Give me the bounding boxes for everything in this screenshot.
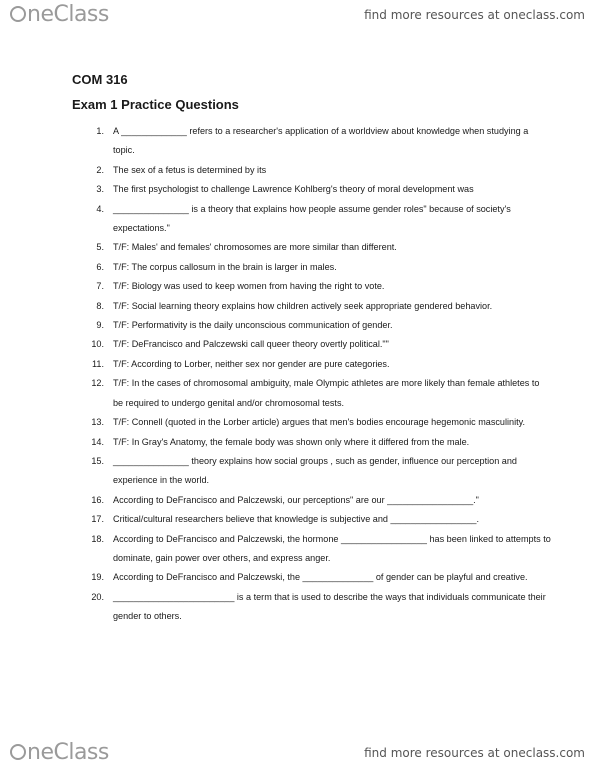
question-number: 16. bbox=[91, 494, 104, 505]
question-number: 15. bbox=[91, 455, 104, 466]
question-number: 1. bbox=[96, 126, 104, 136]
question-number: 7. bbox=[96, 281, 104, 292]
question-number: 2. bbox=[96, 164, 104, 175]
question-item bbox=[72, 297, 552, 316]
question-item bbox=[72, 530, 552, 569]
question-text: T/F: Biology was used to keep women from having the right to vote. bbox=[113, 281, 385, 292]
oneclass-logo[interactable] bbox=[10, 2, 109, 27]
course-title: COM 316 bbox=[72, 72, 128, 87]
question-text: _______________ is a theory that explains how people assume gender roles" because of society's expectations." bbox=[113, 203, 511, 234]
question-text: T/F: The corpus callosum in the brain is larger in males. bbox=[113, 261, 337, 272]
question-item bbox=[72, 180, 552, 199]
question-number: 13. bbox=[91, 417, 104, 428]
question-text: T/F: Males' and females' chromosomes are more similar than different. bbox=[113, 242, 397, 253]
document-subtitle: Exam 1 Practice Questions bbox=[72, 97, 239, 112]
question-number: 17. bbox=[91, 514, 104, 525]
question-text: ________________________ is a term that is used to describe the ways that individuals communicate their gender to others. bbox=[113, 591, 546, 622]
question-list bbox=[72, 122, 552, 627]
question-number: 11. bbox=[92, 358, 104, 369]
question-item bbox=[72, 374, 552, 413]
question-text: T/F: Performativity is the daily unconscious communication of gender. bbox=[113, 320, 393, 331]
question-text: _______________ theory explains how social groups , such as gender, influence our perception and experience in the world. bbox=[113, 455, 517, 486]
question-item bbox=[72, 277, 552, 296]
question-item bbox=[72, 200, 552, 239]
question-text: T/F: Social learning theory explains how children actively seek appropriate gendered behavior. bbox=[113, 300, 493, 311]
question-item bbox=[72, 588, 552, 627]
question-text: T/F: DeFrancisco and Palczewski call queer theory overtly political."" bbox=[113, 339, 389, 350]
question-item bbox=[72, 452, 552, 491]
question-text: The sex of a fetus is determined by its bbox=[113, 164, 267, 175]
logo-o-icon bbox=[10, 6, 26, 22]
header-tagline[interactable]: find more resources at oneclass.com bbox=[364, 8, 585, 22]
question-item bbox=[72, 413, 552, 432]
question-text: According to DeFrancisco and Palczewski, the ______________ of gender can be playful and creative. bbox=[113, 572, 528, 583]
question-text: T/F: Connell (quoted in the Lorber article) argues that men's bodies encourage hegemonic masculinity. bbox=[113, 417, 526, 428]
question-text: A _____________ refers to a researcher's application of a worldview about knowledge when studying a topic. bbox=[113, 126, 529, 156]
question-text: T/F: In Gray's Anatomy, the female body was shown only where it differed from the male. bbox=[113, 436, 470, 447]
question-text: According to DeFrancisco and Palczewski, the hormone _________________ has been linked to attempts to dominate, gain power over others, and express anger. bbox=[113, 533, 551, 563]
question-number: 18. bbox=[91, 533, 104, 544]
page-header bbox=[0, 0, 595, 40]
oneclass-logo-footer[interactable] bbox=[10, 740, 109, 765]
question-text: T/F: In the cases of chromosomal ambiguity, male Olympic athletes are more likely than female athletes to be required to undergo genital and/or chromosomal tests. bbox=[113, 378, 540, 408]
question-number: 10. bbox=[91, 339, 104, 350]
question-number: 3. bbox=[96, 184, 104, 195]
question-number: 4. bbox=[96, 203, 104, 214]
question-number: 5. bbox=[96, 242, 104, 253]
question-item bbox=[72, 122, 552, 161]
logo-o-icon bbox=[10, 744, 26, 760]
question-number: 6. bbox=[96, 261, 104, 272]
question-text: The first psychologist to challenge Lawrence Kohlberg's theory of moral development was bbox=[113, 184, 474, 195]
question-item bbox=[72, 238, 552, 257]
logo-text: neClass bbox=[27, 2, 109, 27]
question-item bbox=[72, 355, 552, 374]
logo-text: neClass bbox=[27, 740, 109, 765]
question-text: T/F: According to Lorber, neither sex nor gender are pure categories. bbox=[113, 358, 390, 369]
question-item bbox=[72, 433, 552, 452]
question-number: 8. bbox=[96, 300, 104, 311]
question-number: 19. bbox=[91, 572, 104, 583]
question-item bbox=[72, 335, 552, 354]
question-item bbox=[72, 568, 552, 587]
footer-tagline[interactable]: find more resources at oneclass.com bbox=[364, 746, 585, 760]
question-number: 20. bbox=[91, 591, 104, 602]
question-item bbox=[72, 510, 552, 529]
question-text: Critical/cultural researchers believe that knowledge is subjective and _________________. bbox=[113, 514, 480, 525]
question-text: According to DeFrancisco and Palczewski, our perceptions" are our _________________." bbox=[113, 494, 479, 505]
question-item bbox=[72, 161, 552, 180]
page-footer bbox=[0, 730, 595, 770]
question-number: 9. bbox=[96, 320, 104, 331]
question-number: 12. bbox=[91, 378, 104, 389]
question-item bbox=[72, 491, 552, 510]
question-number: 14. bbox=[91, 436, 104, 447]
question-item bbox=[72, 316, 552, 335]
question-item bbox=[72, 258, 552, 277]
